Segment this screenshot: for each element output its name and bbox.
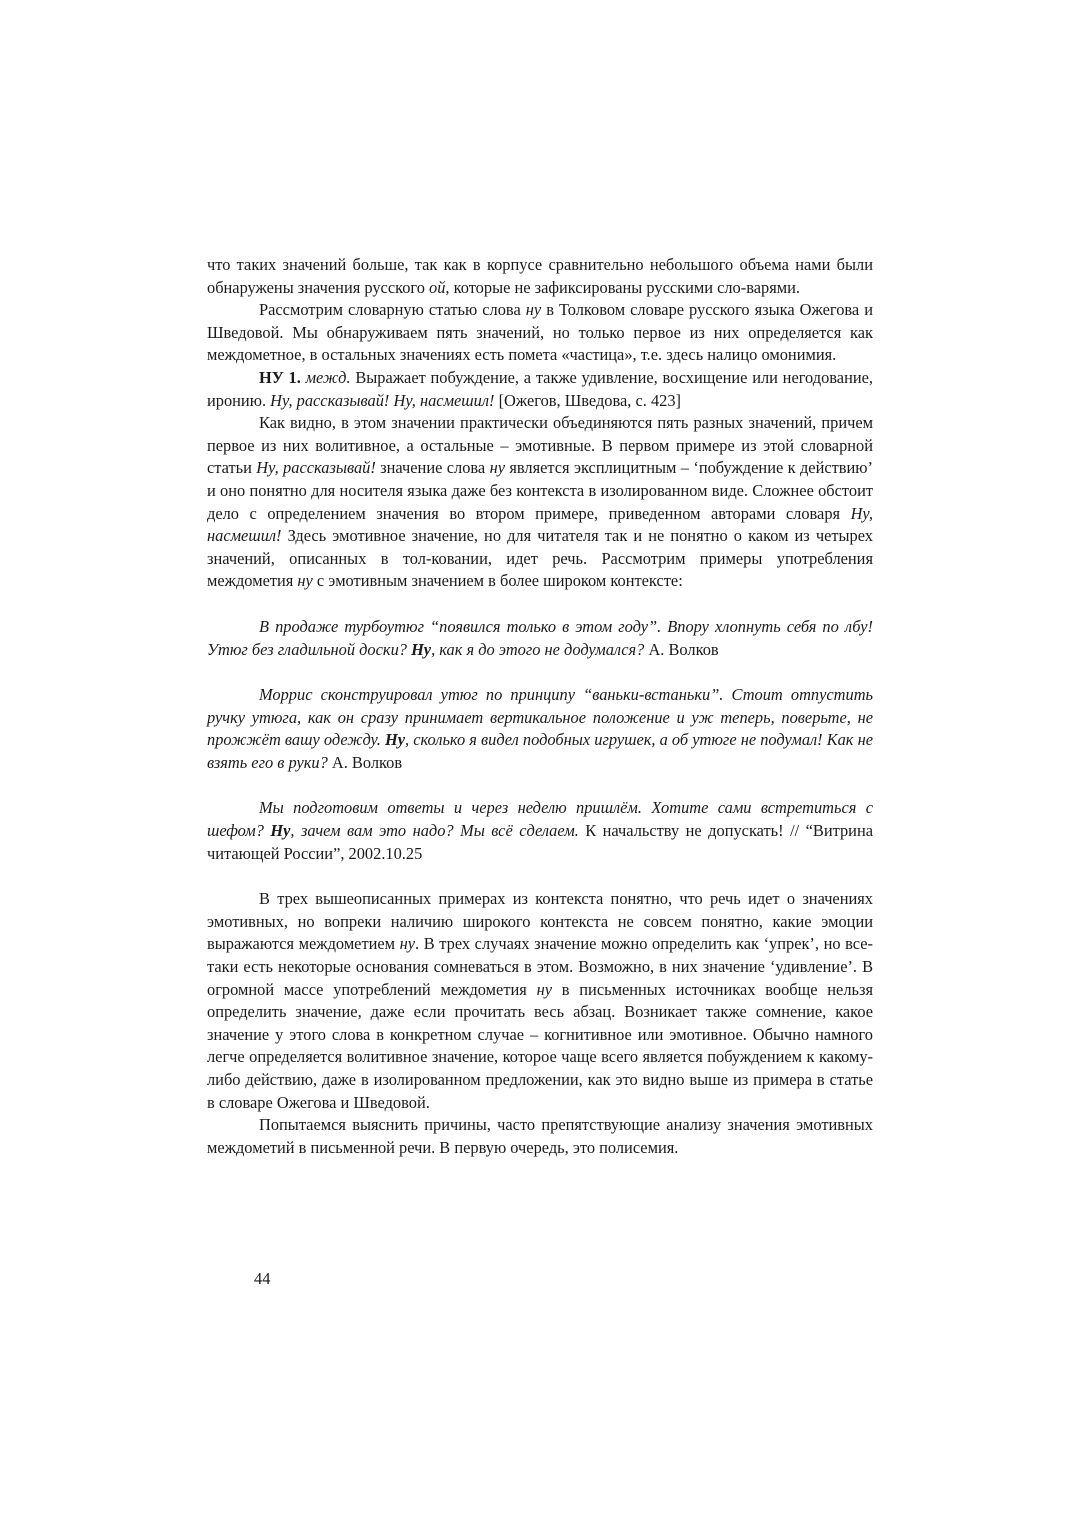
example-quote-2: Моррис сконструировал утюг по принципу “ваньки-встаньки”. Стоит отпустить ручку утюга, как он сразу принимает вертикальное положение и уж теперь, поверьте, не прожжёт вашу одежду. Ну, сколько я видел подобных игрушек, а об утюге не подумал! Как не взять его в руки? А. Волков <box>207 685 873 772</box>
spacer <box>207 593 873 616</box>
paragraph-dictionary-entry-intro: Рассмотрим словарную статью слова ну в Толковом словаре русского языка Ожегова и Шведовой. Мы обнаруживаем пять значений, но только первое из них определяется как междометное, в остальных значениях есть помета «частица», т.е. здесь налицо омонимия. <box>207 300 873 365</box>
spacer <box>207 661 873 684</box>
paragraph-intro-continuation: что таких значений больше, так как в корпусе сравнительно небольшого объема нами были обнаружены значения русского ой, которые не зафиксированы русскими сло-варями. <box>207 255 873 297</box>
dictionary-entry-nu: НУ 1. межд. Выражает побуждение, а также удивление, восхищение или негодование, иронию. Ну, рассказывай! Ну, насмешил! [Ожегов, Шведова, с. 423] <box>207 367 873 410</box>
paragraph-conclusion: Попытаемся выяснить причины, часто препятствующие анализу значения эмотивных междометий в письменной речи. В первую очередь, это полисемия. <box>207 1115 873 1157</box>
paragraph-analysis: Как видно, в этом значении практически объединяются пять разных значений, причем первое из них волитивное, а остальные – эмотивные. В первом примере из этой словарной статьи Ну, рассказывай! значение слова ну является эксплицитным – ‘побуждение к действию’ и оно понятно для носителя языка даже без контекста в изолированном виде. Сложнее обстоит дело с определением значения во втором примере, приведенном авторами словаря Ну, насмешил! Здесь эмотивное значение, но для читателя так и не понятно о каком из четырех значений, описанных в тол-ковании, идет речь. Рассмотрим примеры употребления междометия ну с эмотивным значением в более широком контексте: <box>207 413 873 591</box>
page-number: 44 <box>254 1269 271 1288</box>
page-body <box>207 254 873 1159</box>
example-quote-1: В продаже турбоутюг “появился только в этом году”. Впору хлопнуть себя по лбу! Утюг без гладильной доски? Ну, как я до этого не додумался? А. Волков <box>207 616 873 659</box>
spacer <box>207 774 873 797</box>
spacer <box>207 865 873 888</box>
paragraph-discussion: В трех вышеописанных примерах из контекста понятно, что речь идет о значениях эмотивных, но вопреки наличию широкого контекста не совсем понятно, какие эмоции выражаются междометием ну. В трех случаях значение можно определить как ‘упрек’, но все-таки есть некоторые основания сомневаться в этом. Возможно, в них значение ‘удивление’. В огромной массе употреблений междометия ну в письменных источниках вообще нельзя определить значение, даже если прочитать весь абзац. Возникает также сомнение, какое значение у этого слова в конкретном случае – когнитивное или эмотивное. Обычно намного легче определяется волитивное значение, которое чаще всего является побуждением к какому-либо действию, даже в изолированном предложении, как это видно выше из примера в статье в словаре Ожегова и Шведовой. <box>207 889 874 1112</box>
example-quote-3: Мы подготовим ответы и через неделю пришлём. Хотите сами встретиться с шефом? Ну, зачем вам это надо? Мы всё сделаем. К начальству не допускать! // “Витрина читающей России”, 2002.10.25 <box>207 798 873 863</box>
